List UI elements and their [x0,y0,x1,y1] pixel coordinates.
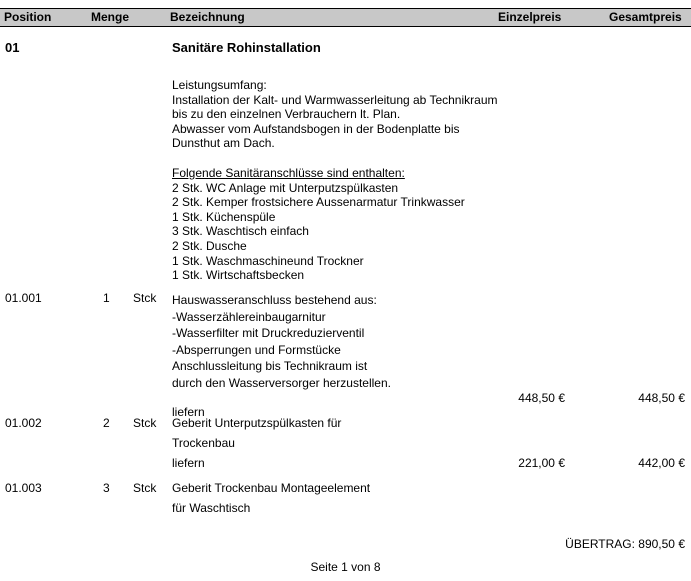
section-number: 01 [5,40,20,55]
item-line: -Wasserzählereinbaugarnitur [172,309,326,324]
connection-item: 3 Stk. Waschtisch einfach [172,224,309,239]
connection-item: 1 Stk. Wirtschaftsbecken [172,268,305,283]
item-line: durch den Wasserversorger herzustellen. [172,375,391,390]
item-quantity: 1 [103,291,110,305]
connections-heading: Folgende Sanitäranschlüsse sind enthalten: [172,166,405,180]
item-unit-price: 448,50 € [518,391,565,405]
page-footer: Seite 1 von 8 [310,560,381,574]
item-line: liefern [172,456,205,470]
item-unit: Stck [133,481,157,495]
col-quantity: Menge [91,10,130,24]
connection-item: 1 Stk. Waschmaschineund Trockner [172,253,364,268]
connection-item: 1 Stk. Küchenspüle [172,209,276,224]
item-line: -Wasserfilter mit Druckreduzierventil [172,326,365,341]
scope-line: Leistungsumfang: [172,78,267,92]
connection-item: 2 Stk. WC Anlage mit Unterputzspülkasten [172,180,399,195]
connections-list [172,166,465,283]
scope-line: Installation der Kalt- und Warmwasserleitung ab Technikraum [172,92,498,107]
item-position: 01.001 [5,291,42,305]
table-header [0,8,691,27]
item-unit-price: 221,00 € [518,456,565,470]
section-title: Sanitäre Rohinstallation [172,40,321,55]
item-position: 01.003 [5,481,42,495]
scope-description [172,78,498,151]
item-position: 01.002 [5,416,42,430]
item-line: Trockenbau [172,436,235,450]
item-quantity: 3 [103,481,110,495]
connection-item: 2 Stk. Dusche [172,238,247,253]
scope-line: bis zu den einzelnen Verbrauchern lt. Plan. [172,107,401,122]
item-quantity: 2 [103,416,110,430]
col-description: Bezeichnung [170,10,245,24]
item-line: Geberit Trockenbau Montageelement [172,481,371,495]
item-total-price: 442,00 € [638,456,685,470]
item-line: Anschlussleitung bis Technikraum ist [172,359,368,374]
item-line: liefern [172,404,205,419]
scope-line: Abwasser vom Aufstandsbogen in der Bodenplatte bis [172,121,460,136]
item-line: Geberit Unterputzspülkasten für [172,416,342,430]
col-total-price: Gesamtpreis [609,10,682,24]
item-line: Hauswasseranschluss bestehend aus: [172,293,377,307]
col-unit-price: Einzelpreis [498,10,562,24]
item-line: für Waschtisch [172,501,251,515]
item-description [172,292,391,420]
carryover-total: ÜBERTRAG: 890,50 € [565,537,685,551]
connection-item: 2 Stk. Kemper frostsichere Aussenarmatur Trinkwasser [172,195,465,210]
col-position: Position [4,10,52,24]
scope-line: Dunsthut am Dach. [172,136,275,151]
item-line: -Absperrungen und Formstücke [172,342,341,357]
item-total-price: 448,50 € [638,391,685,405]
item-unit: Stck [133,291,157,305]
item-unit: Stck [133,416,157,430]
